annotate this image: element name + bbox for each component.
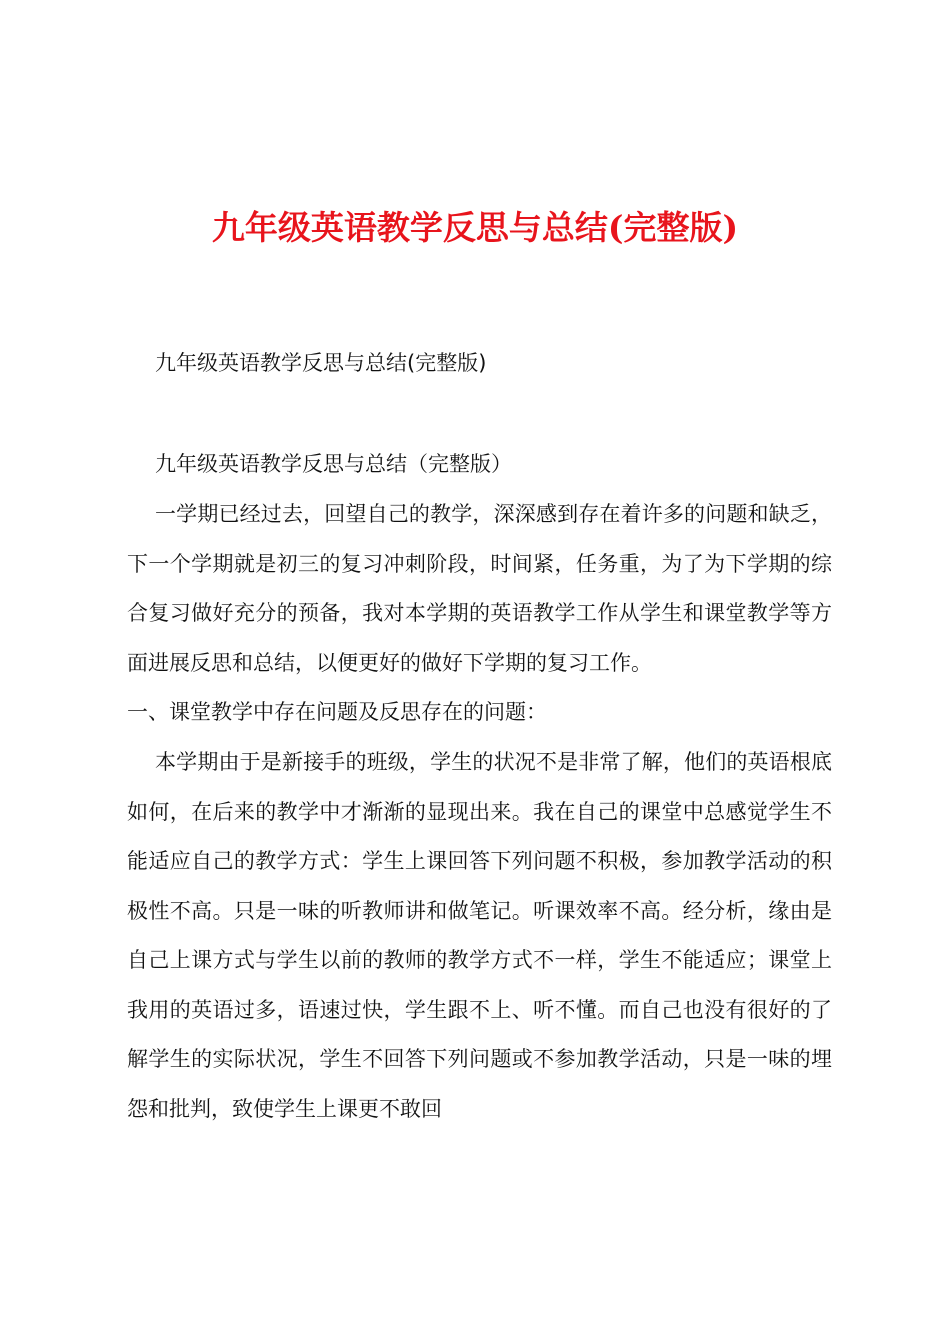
paragraph-intro: 一学期已经过去，回望自己的教学，深深感到存在着许多的问题和缺乏，下一个学期就是初三的复习冲刺阶段，时间紧，任务重，为了为下学期的综合复习做好充分的预备，我对本学期的英语教学工作从学生和课堂教学等方面进展反思和总结，以便更好的做好下学期的复习工作。 — [127, 502, 832, 675]
paragraph-section-1: 本学期由于是新接手的班级，学生的状况不是非常了解，他们的英语根底如何，在后来的教学中才渐渐的显现出来。我在自己的课堂中总感觉学生不能适应自己的教学方式：学生上课回答下列问题不积极，参加教学活动的积极性不高。只是一味的听教师讲和做笔记。听课效率不高。经分析，缘由是自己上课方式与学生以前的教师的教学方式不一样，学生不能适应；课堂上我用的英语过多，语速过快，学生跟不上、听不懂。而自己也没有很好的了解学生的实际状况，学生不回答下列问题或不参加教学活动，只是一味的埋怨和批判，致使学生上课更不敢回 — [127, 750, 832, 1121]
document-title: 九年级英语教学反思与总结(完整版) — [211, 208, 739, 247]
section-heading: 一、课堂教学中存在问题及反思存在的问题： — [127, 700, 547, 724]
document-subtitle-secondary: 九年级英语教学反思与总结（完整版） — [155, 452, 512, 476]
document-subtitle: 九年级英语教学反思与总结(完整版) — [155, 351, 487, 375]
